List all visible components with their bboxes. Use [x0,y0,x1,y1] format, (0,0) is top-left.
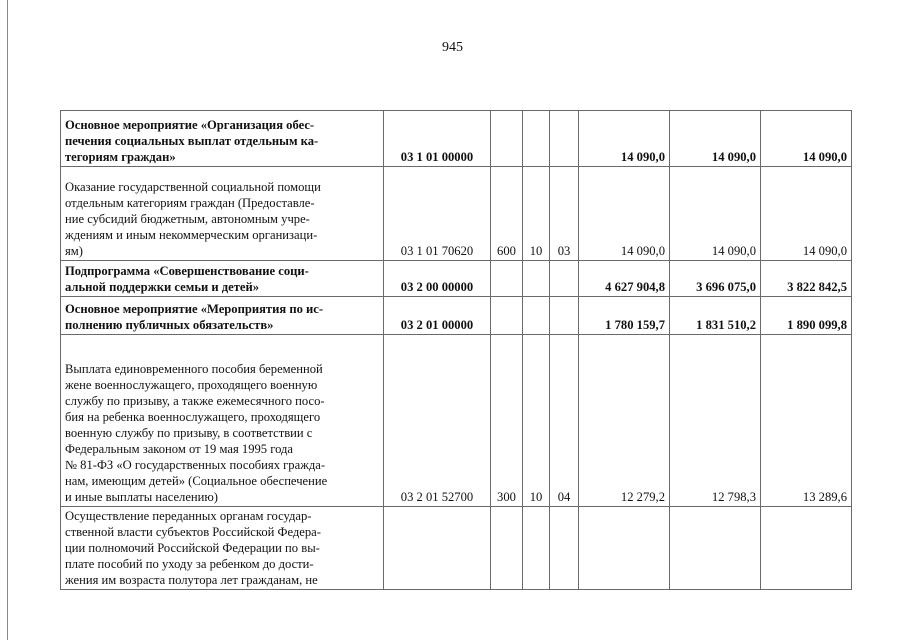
section-cell [523,111,550,167]
row-name-line: службу по призыву, а также ежемесячного посо- [65,394,325,408]
amount-year-1-cell: 12 279,2 [579,335,670,507]
row-name-line: нам, имеющим детей» (Социальное обеспечение [65,474,328,488]
target-article-code-cell [384,507,491,590]
table-row [61,261,852,297]
row-name-cell [61,261,384,297]
amount-year-1-cell: 4 627 904,8 [579,261,670,297]
target-article-code-cell: 03 1 01 70620 [384,167,491,261]
target-article-code-cell: 03 2 00 00000 [384,261,491,297]
row-name-line: Осуществление переданных органам государ- [65,509,312,523]
row-name-line: Основное мероприятие «Мероприятия по ис- [65,302,324,316]
subsection-cell [550,261,579,297]
row-name-cell [61,111,384,167]
table-row [61,111,852,167]
row-name-line: полнению публичных обязательств» [65,318,274,332]
budget-table-body [61,111,852,590]
table-row [61,167,852,261]
table-row [61,335,852,507]
table-row [61,297,852,335]
amount-year-2-cell [670,507,761,590]
section-cell: 10 [523,167,550,261]
row-name-line: и иные выплаты населению) [65,490,218,504]
row-name-line: бия на ребенка военнослужащего, проходящего [65,410,321,424]
scan-edge-line [7,0,8,640]
target-article-code-cell: 03 2 01 00000 [384,297,491,335]
subsection-cell [550,111,579,167]
row-name-cell [61,335,384,507]
page-number: 945 [442,40,463,55]
amount-year-3-cell: 3 822 842,5 [761,261,852,297]
table-row [61,507,852,590]
amount-year-3-cell: 14 090,0 [761,167,852,261]
row-name-cell [61,167,384,261]
row-name-line: Подпрограмма «Совершенствование соци- [65,264,309,278]
row-name-cell [61,507,384,590]
amount-year-2-cell: 1 831 510,2 [670,297,761,335]
expense-type-cell [491,261,523,297]
amount-year-1-cell [579,507,670,590]
row-name-line: ждениям и иным некоммерческим организаци- [65,228,318,242]
row-name-line: тегориям граждан» [65,150,176,164]
amount-year-3-cell: 1 890 099,8 [761,297,852,335]
row-name-line: жене военнослужащего, проходящего военную [65,378,318,392]
row-name-line: ции полномочий Российской Федерации по вы- [65,541,320,555]
target-article-code-cell: 03 2 01 52700 [384,335,491,507]
row-name-line: военную службу по призыву, в соответствии с [65,426,313,440]
row-name-line: № 81-ФЗ «О государственных пособиях гражда- [65,458,326,472]
row-name-line: Федеральным законом от 19 мая 1995 года [65,442,294,456]
row-name-line: альной поддержки семьи и детей» [65,280,260,294]
row-name-line: ние субсидий бюджетным, автономным учре- [65,212,310,226]
row-name-line: Оказание государственной социальной помощи [65,180,321,194]
section-cell [523,297,550,335]
row-name-line: печения социальных выплат отдельным ка- [65,134,319,148]
amount-year-1-cell: 14 090,0 [579,111,670,167]
subsection-cell [550,297,579,335]
expense-type-cell: 300 [491,335,523,507]
section-cell [523,261,550,297]
expense-type-cell: 600 [491,167,523,261]
row-name-line: ственной власти субъектов Российской Федера- [65,525,321,539]
row-name-line: Основное мероприятие «Организация обес- [65,118,315,132]
expense-type-cell [491,507,523,590]
subsection-cell: 04 [550,335,579,507]
amount-year-2-cell: 14 090,0 [670,111,761,167]
amount-year-1-cell: 14 090,0 [579,167,670,261]
budget-table [60,110,852,590]
subsection-cell: 03 [550,167,579,261]
amount-year-2-cell: 3 696 075,0 [670,261,761,297]
amount-year-3-cell: 14 090,0 [761,111,852,167]
row-name-line: плате пособий по уходу за ребенком до дости- [65,557,314,571]
row-name-line: Выплата единовременного пособия беременной [65,362,323,376]
expense-type-cell [491,111,523,167]
section-cell [523,507,550,590]
row-name-line: ям) [65,244,83,258]
subsection-cell [550,507,579,590]
amount-year-1-cell: 1 780 159,7 [579,297,670,335]
row-name-cell [61,297,384,335]
amount-year-3-cell [761,507,852,590]
row-name-line: жения им возраста полутора лет гражданам, не [65,573,318,587]
amount-year-2-cell: 12 798,3 [670,335,761,507]
expense-type-cell [491,297,523,335]
section-cell: 10 [523,335,550,507]
amount-year-3-cell: 13 289,6 [761,335,852,507]
target-article-code-cell: 03 1 01 00000 [384,111,491,167]
amount-year-2-cell: 14 090,0 [670,167,761,261]
row-name-line: отдельным категориям граждан (Предоставле- [65,196,315,210]
